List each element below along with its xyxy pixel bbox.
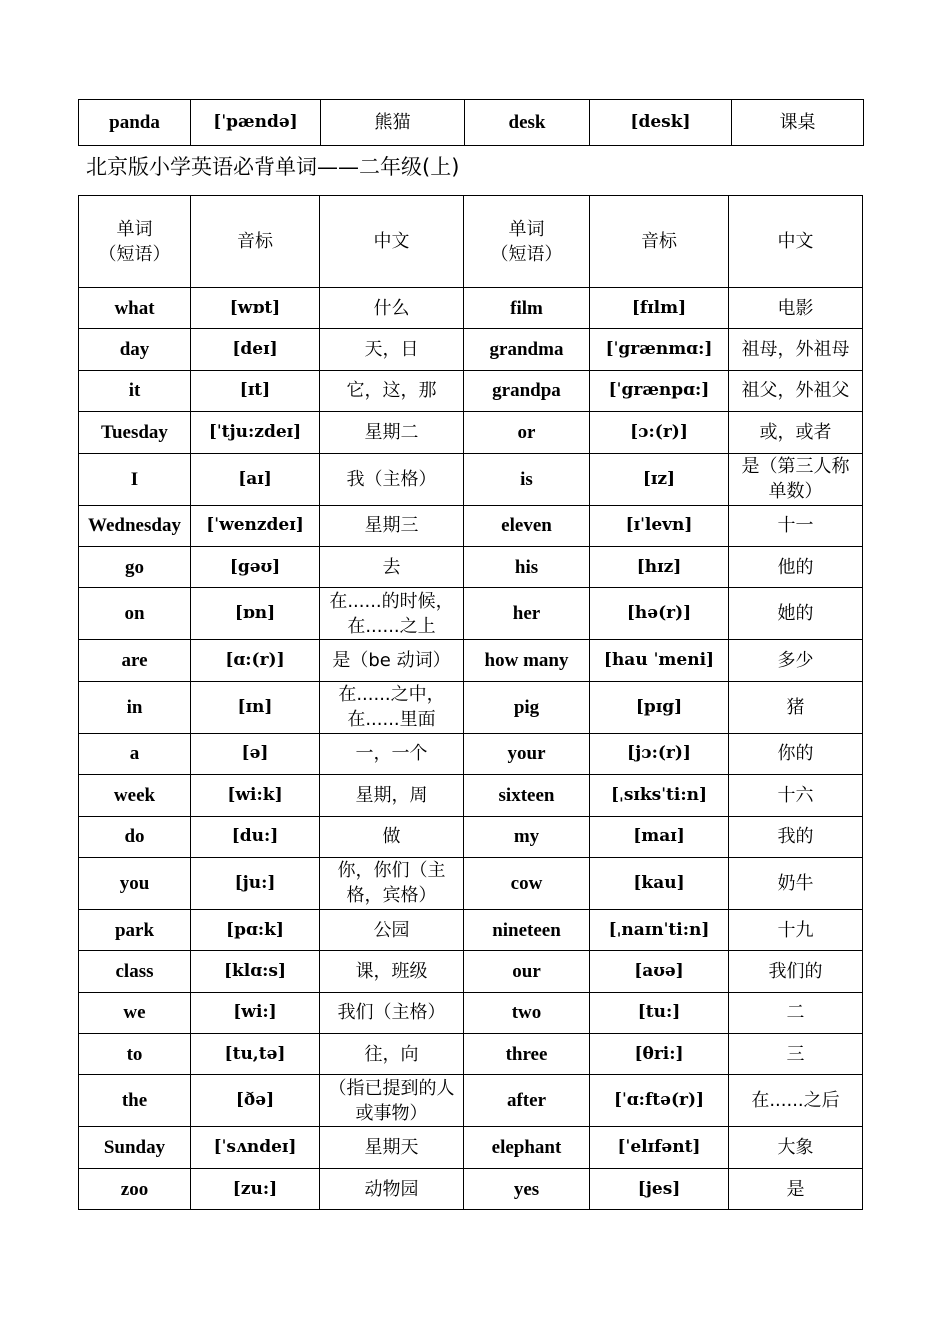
word-cell: nineteen [464,909,590,950]
phonetic-cell: [jɔ:(r)] [590,733,729,774]
chinese-cell: 是（第三人称单数） [729,453,863,505]
table-row [79,951,863,992]
phonetic-cell: [ɪz] [590,453,729,505]
table-row [79,857,863,909]
word-cell: day [79,329,191,370]
table-row [79,1127,863,1168]
phonetic-cell: [ˌsɪksˈti:n] [590,775,729,816]
word-cell: my [464,816,590,857]
table-row [79,505,863,546]
phonetic-cell: [fɪlm] [590,288,729,329]
phonetic-cell: [hau ˈmeni] [590,640,729,681]
word-cell: do [79,816,191,857]
word-cell: three [464,1034,590,1075]
phonetic-cell: [zu:] [191,1168,320,1209]
vocab-table [78,195,863,1210]
chinese-cell: 我的 [729,816,863,857]
chinese-cell: 奶牛 [729,857,863,909]
chinese-cell: 祖母，外祖母 [729,329,863,370]
table-row [79,909,863,950]
word-cell: grandpa [464,370,590,411]
word-cell: his [464,546,590,587]
word-cell: two [464,992,590,1033]
chinese-cell: 电影 [729,288,863,329]
word-cell: eleven [464,505,590,546]
chinese-cell: 动物园 [320,1168,464,1209]
phonetic-cell: [aɪ] [191,453,320,505]
chinese-cell: 在......之后 [729,1075,863,1127]
phonetic-cell: [kau] [590,857,729,909]
chinese-cell: 公园 [320,909,464,950]
phonetic-cell: [ɪˈlevn] [590,505,729,546]
chinese-cell: 我（主格） [320,453,464,505]
chinese-cell: 大象 [729,1127,863,1168]
table-row [79,1075,863,1127]
table-row [79,1034,863,1075]
chinese-cell: （指已提到的人或事物） [320,1075,464,1127]
page-title: 北京版小学英语必背单词——二年级(上) [86,155,460,179]
header-chinese: 中文 [729,196,863,288]
phonetic-cell: [hə(r)] [590,588,729,640]
phonetic-cell: [ˈɑ:ftə(r)] [590,1075,729,1127]
word-cell: you [79,857,191,909]
word-cell: it [79,370,191,411]
phonetic-cell: [gəʊ] [191,546,320,587]
word-cell: grandma [464,329,590,370]
phonetic-cell: [ju:] [191,857,320,909]
table-row [79,329,863,370]
phonetic-cell: [tu,tə] [191,1034,320,1075]
chinese-cell: 它，这，那 [320,370,464,411]
table-row [79,288,863,329]
phonetic-cell: [wɒt] [191,288,320,329]
chinese-cell: 我们的 [729,951,863,992]
header-chinese: 中文 [320,196,464,288]
phonetic-cell: [ɒn] [191,588,320,640]
word-cell: yes [464,1168,590,1209]
phonetic-cell: [ˈgrænpɑ:] [590,370,729,411]
word-cell: Sunday [79,1127,191,1168]
chinese-cell: 或，或者 [729,412,863,453]
phonetic-cell: [θri:] [590,1034,729,1075]
table-row [79,453,863,505]
chinese-cell: 猪 [729,681,863,733]
phonetic-cell: [ˈgrænmɑ:] [590,329,729,370]
table-row [79,992,863,1033]
word-cell: after [464,1075,590,1127]
chinese-cell: 熊猫 [321,100,465,146]
word-cell: Wednesday [79,505,191,546]
phonetic-cell: [pɪg] [590,681,729,733]
table-row [79,588,863,640]
word-cell: sixteen [464,775,590,816]
word-cell: or [464,412,590,453]
chinese-cell: 多少 [729,640,863,681]
phonetic-cell: [desk] [590,100,732,146]
word-cell: film [464,288,590,329]
chinese-cell: 课，班级 [320,951,464,992]
chinese-cell: 他的 [729,546,863,587]
chinese-cell: 星期二 [320,412,464,453]
top-vocab-table [78,99,864,146]
table-row [79,640,863,681]
table-row [79,546,863,587]
chinese-cell: 星期天 [320,1127,464,1168]
chinese-cell: 一，一个 [320,733,464,774]
word-cell: the [79,1075,191,1127]
word-cell: class [79,951,191,992]
word-cell: how many [464,640,590,681]
phonetic-cell: [ðə] [191,1075,320,1127]
word-cell: desk [465,100,590,146]
word-cell: park [79,909,191,950]
phonetic-cell: [ɔ:(r)] [590,412,729,453]
chinese-cell: 二 [729,992,863,1033]
word-cell: your [464,733,590,774]
table-header-row [79,196,863,288]
word-cell: panda [79,100,191,146]
header-phonetic: 音标 [590,196,729,288]
word-cell: cow [464,857,590,909]
header-word: 单词 （短语） [79,196,191,288]
phonetic-cell: [deɪ] [191,329,320,370]
chinese-cell: 去 [320,546,464,587]
word-cell: we [79,992,191,1033]
chinese-cell: 做 [320,816,464,857]
phonetic-cell: [jes] [590,1168,729,1209]
chinese-cell: 我们（主格） [320,992,464,1033]
chinese-cell: 什么 [320,288,464,329]
phonetic-cell: [wi:] [191,992,320,1033]
chinese-cell: 往，向 [320,1034,464,1075]
phonetic-cell: [tu:] [590,992,729,1033]
word-cell: zoo [79,1168,191,1209]
phonetic-cell: [ˈtju:zdeɪ] [191,412,320,453]
phonetic-cell: [maɪ] [590,816,729,857]
table-row [79,733,863,774]
phonetic-cell: [ˌnaɪnˈti:n] [590,909,729,950]
chinese-cell: 课桌 [732,100,864,146]
phonetic-cell: [aʊə] [590,951,729,992]
word-cell: is [464,453,590,505]
phonetic-cell: [ɪn] [191,681,320,733]
phonetic-cell: [wi:k] [191,775,320,816]
word-cell: elephant [464,1127,590,1168]
word-cell: our [464,951,590,992]
header-phonetic: 音标 [191,196,320,288]
chinese-cell: 在......的时候，在......之上 [320,588,464,640]
table-row [79,370,863,411]
phonetic-cell: [ˈsʌndeɪ] [191,1127,320,1168]
phonetic-cell: [du:] [191,816,320,857]
phonetic-cell: [ɑ:(r)] [191,640,320,681]
word-cell: her [464,588,590,640]
word-cell: pig [464,681,590,733]
table-row [79,775,863,816]
table-row [79,100,864,146]
phonetic-cell: [pɑ:k] [191,909,320,950]
phonetic-cell: [ˈpændə] [191,100,321,146]
table-row [79,681,863,733]
phonetic-cell: [hɪz] [590,546,729,587]
table-row [79,1168,863,1209]
word-cell: go [79,546,191,587]
chinese-cell: 祖父，外祖父 [729,370,863,411]
chinese-cell: 十一 [729,505,863,546]
table-row [79,412,863,453]
word-cell: what [79,288,191,329]
chinese-cell: 你的 [729,733,863,774]
phonetic-cell: [ˈelɪfənt] [590,1127,729,1168]
chinese-cell: 十六 [729,775,863,816]
header-word: 单词 （短语） [464,196,590,288]
phonetic-cell: [ɪt] [191,370,320,411]
phonetic-cell: [ə] [191,733,320,774]
word-cell: in [79,681,191,733]
chinese-cell: 在......之中，在......里面 [320,681,464,733]
chinese-cell: 是 [729,1168,863,1209]
word-cell: Tuesday [79,412,191,453]
chinese-cell: 她的 [729,588,863,640]
word-cell: a [79,733,191,774]
chinese-cell: 十九 [729,909,863,950]
chinese-cell: 你，你们（主格，宾格） [320,857,464,909]
word-cell: are [79,640,191,681]
word-cell: to [79,1034,191,1075]
chinese-cell: 三 [729,1034,863,1075]
chinese-cell: 天，日 [320,329,464,370]
chinese-cell: 星期，周 [320,775,464,816]
table-row [79,816,863,857]
phonetic-cell: [ˈwenzdeɪ] [191,505,320,546]
word-cell: I [79,453,191,505]
word-cell: week [79,775,191,816]
word-cell: on [79,588,191,640]
chinese-cell: 是（be 动词） [320,640,464,681]
phonetic-cell: [klɑ:s] [191,951,320,992]
chinese-cell: 星期三 [320,505,464,546]
